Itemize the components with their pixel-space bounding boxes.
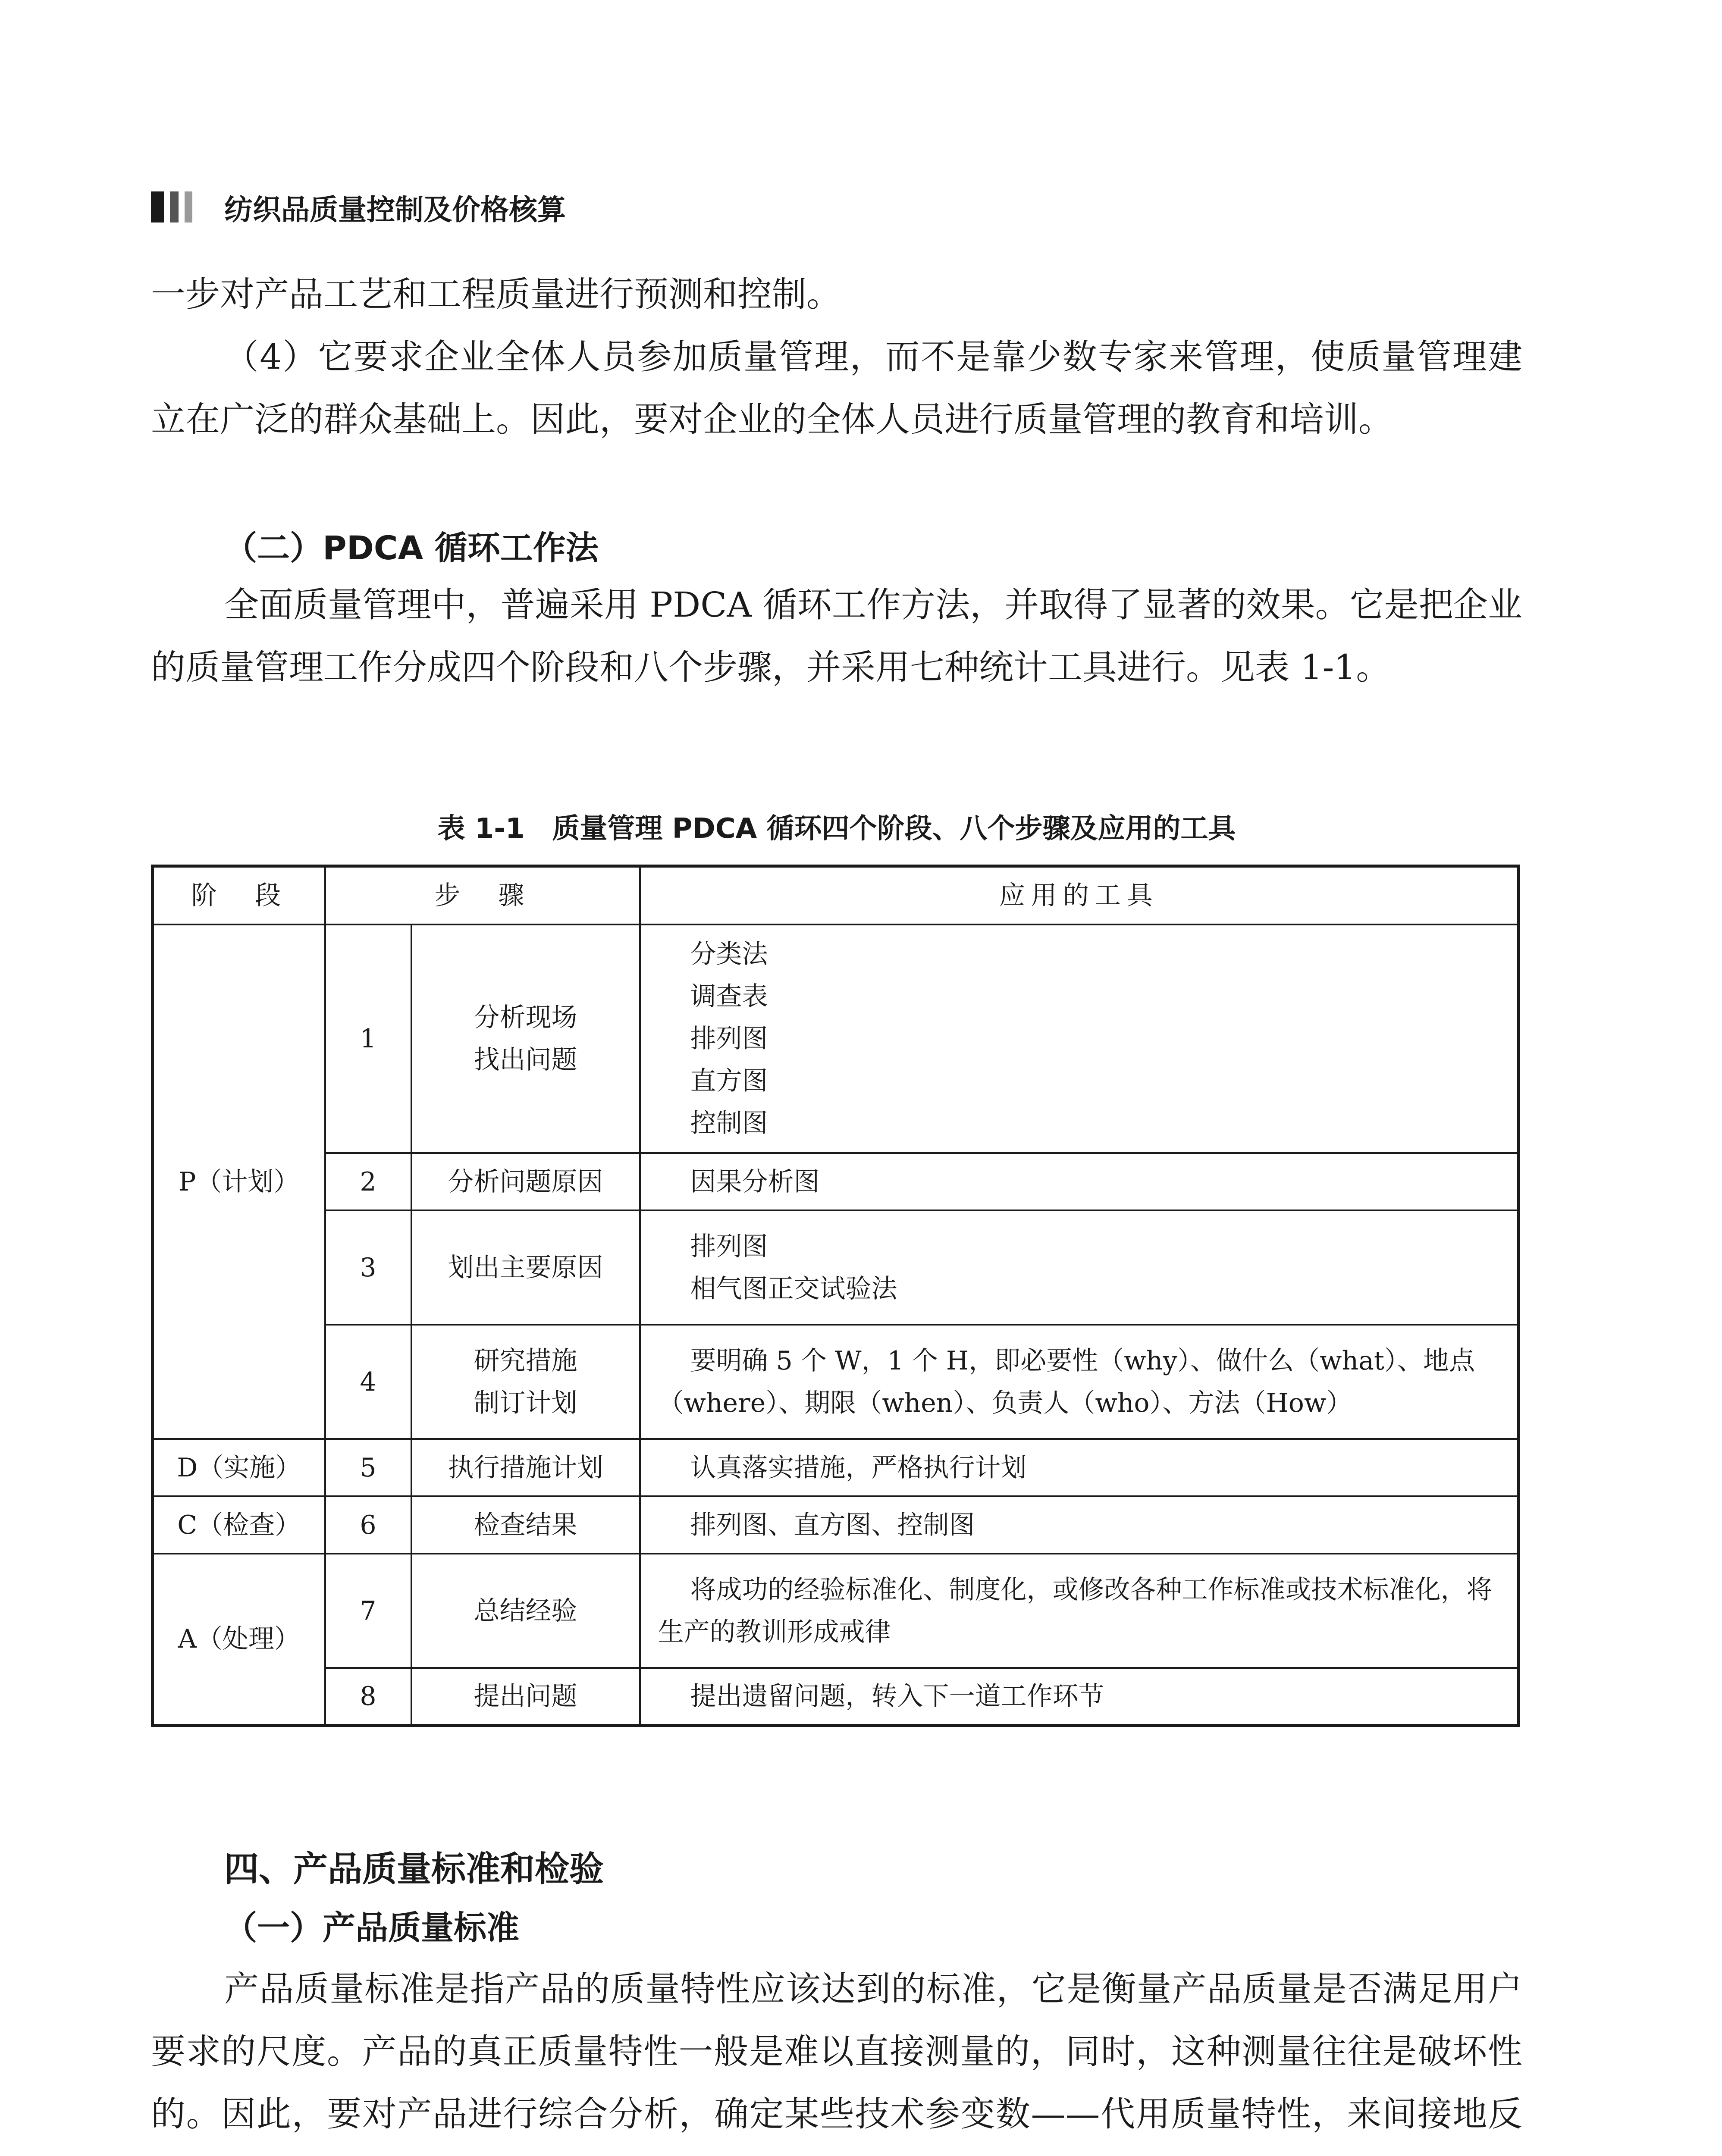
subheading-quality-standard: （一）产品质量标准	[224, 1908, 519, 1947]
step-number: 5	[325, 1439, 411, 1496]
pdca-table	[151, 865, 1520, 1727]
tool-item: 相气图正交试验法	[690, 1273, 897, 1304]
tools-cell: 因果分析图	[640, 1153, 1519, 1210]
stage-plan: P（计划）	[153, 924, 325, 1439]
subheading-pdca: （二）PDCA 循环工作法	[224, 529, 599, 567]
step-name	[411, 924, 640, 1153]
step-number: 1	[325, 924, 411, 1153]
header-step: 步 骤	[325, 866, 640, 925]
step-number: 4	[325, 1325, 411, 1439]
tool-item: 控制图	[690, 1108, 768, 1138]
table-row	[153, 1153, 1519, 1210]
paragraph-continued: 一步对产品工艺和工程质量进行预测和控制。	[151, 274, 841, 314]
step-name: 划出主要原因	[411, 1210, 640, 1325]
step-name: 检查结果	[411, 1496, 640, 1554]
tools-cell: 提出遗留问题，转入下一道工作环节	[640, 1668, 1519, 1725]
tool-item: 排列图	[690, 1024, 768, 1054]
step-name: 分析问题原因	[411, 1153, 640, 1210]
tools-cell: 认真落实措施，严格执行计划	[640, 1439, 1519, 1496]
step-line: 制订计划	[474, 1388, 577, 1418]
stage-do: D（实施）	[153, 1439, 325, 1496]
header-bars-icon	[151, 191, 198, 222]
table-row	[153, 1325, 1519, 1439]
step-number: 3	[325, 1210, 411, 1325]
table-caption: 表 1-1 质量管理 PDCA 循环四个阶段、八个步骤及应用的工具	[437, 813, 1236, 845]
tools-cell: 将成功的经验标准化、制度化，或修改各种工作标准或技术标准化，将生产的教训形成戒律	[640, 1554, 1519, 1668]
paragraph-item-4: （4）它要求企业全体人员参加质量管理，而不是靠少数专家来管理，使质量管理建立在广泛的群众基础上。因此，要对企业的全体人员进行质量管理的教育和培训。	[151, 337, 1522, 439]
step-name: 总结经验	[411, 1554, 640, 1668]
table-row	[153, 924, 1519, 1153]
stage-act: A（处理）	[153, 1554, 325, 1725]
table-row	[153, 1496, 1519, 1554]
step-name	[411, 1325, 640, 1439]
table-row	[153, 1668, 1519, 1725]
tools-cell: 排列图、直方图、控制图	[640, 1496, 1519, 1554]
stage-check: C（检查）	[153, 1496, 325, 1554]
paragraph-quality-standard: 产品质量标准是指产品的质量特性应该达到的标准，它是衡量产品质量是否满足用户要求的尺度。产品的真正质量特性一般是难以直接测量的，同时，这种测量往往是破坏性的。因此，要对产品进行综合分析，确定某些技术参变数——代用质量特性，来间接地反	[151, 1969, 1522, 2134]
paragraph-pdca-intro: 全面质量管理中，普遍采用 PDCA 循环工作方法，并取得了显著的效果。它是把企业的质量管理工作分成四个阶段和八个步骤，并采用七种统计工具进行。见表 1-1。	[151, 585, 1522, 687]
book-title: 纺织品质量控制及价格核算	[224, 193, 566, 226]
table-row	[153, 1554, 1519, 1668]
step-name: 执行措施计划	[411, 1439, 640, 1496]
step-name: 提出问题	[411, 1668, 640, 1725]
section-heading: 四、产品质量标准和检验	[224, 1849, 604, 1889]
step-line: 找出问题	[474, 1045, 577, 1075]
step-line: 研究措施	[474, 1345, 577, 1376]
tool-item: 分类法	[690, 939, 768, 969]
step-line: 分析现场	[474, 1003, 577, 1033]
tool-item: 直方图	[690, 1066, 768, 1096]
tools-cell	[640, 1210, 1519, 1325]
table-header-row	[153, 866, 1519, 925]
tools-cell	[640, 924, 1519, 1153]
step-number: 7	[325, 1554, 411, 1668]
running-header	[151, 185, 566, 229]
table-row	[153, 1439, 1519, 1496]
step-number: 8	[325, 1668, 411, 1725]
tool-item: 排列图	[690, 1231, 768, 1262]
table-row	[153, 1210, 1519, 1325]
tools-cell: 要明确 5 个 W，1 个 H，即必要性（why）、做什么（what）、地点（where）、期限（when）、负责人（who）、方法（How）	[640, 1325, 1519, 1439]
tool-item: 调查表	[690, 981, 768, 1012]
header-stage: 阶 段	[153, 866, 325, 925]
step-number: 6	[325, 1496, 411, 1554]
header-tools: 应用的工具	[640, 866, 1519, 925]
step-number: 2	[325, 1153, 411, 1210]
